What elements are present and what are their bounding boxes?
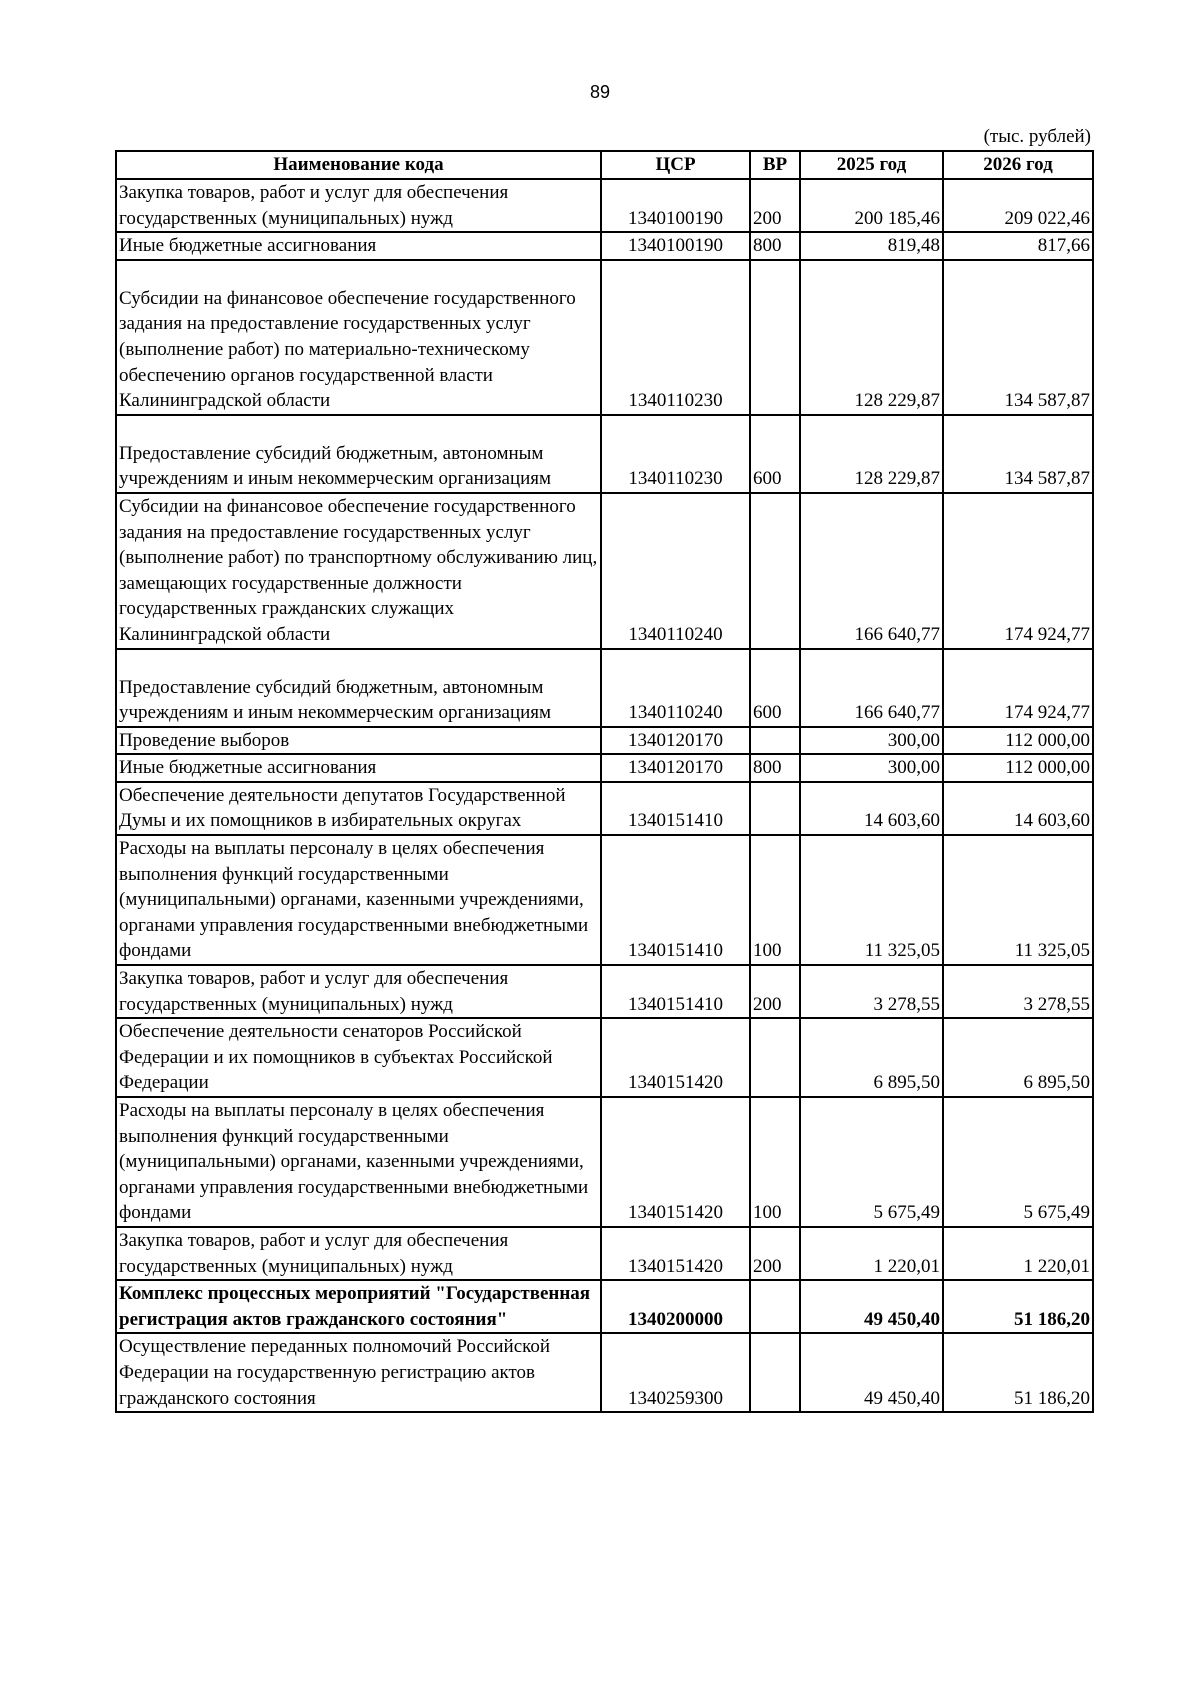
row-vr-cell: 600 (750, 649, 800, 727)
row-vr-cell: 800 (750, 754, 800, 782)
row-2026-cell: 14 603,60 (943, 782, 1093, 835)
table-row (116, 260, 1093, 415)
row-2026-cell: 134 587,87 (943, 415, 1093, 493)
row-name-cell: Предоставление субсидий бюджетным, автономным учреждениям и иным некоммерческим организациям (116, 415, 601, 493)
row-2025-cell: 128 229,87 (800, 260, 943, 415)
table-body (116, 179, 1093, 1412)
row-2026-cell: 112 000,00 (943, 727, 1093, 755)
table-row (116, 727, 1093, 755)
units-label: (тыс. рублей) (983, 126, 1091, 147)
table-header-row (116, 151, 1093, 179)
row-vr-cell: 800 (750, 232, 800, 260)
row-2026-cell: 174 924,77 (943, 649, 1093, 727)
table-row (116, 1097, 1093, 1227)
row-csr-cell: 1340200000 (601, 1280, 750, 1333)
row-2026-cell: 209 022,46 (943, 179, 1093, 232)
row-vr-cell (750, 727, 800, 755)
row-vr-cell: 200 (750, 179, 800, 232)
row-2026-cell: 5 675,49 (943, 1097, 1093, 1227)
row-vr-cell (750, 1280, 800, 1333)
table-row (116, 232, 1093, 260)
table-row (116, 782, 1093, 835)
row-2025-cell: 3 278,55 (800, 965, 943, 1018)
row-name-cell: Комплекс процессных мероприятий "Государственная регистрация актов гражданского состояния" (116, 1280, 601, 1333)
row-vr-cell (750, 1018, 800, 1097)
budget-table (115, 150, 1094, 1413)
row-csr-cell: 1340151420 (601, 1227, 750, 1280)
row-csr-cell: 1340110240 (601, 649, 750, 727)
table-row (116, 835, 1093, 965)
row-csr-cell: 1340259300 (601, 1333, 750, 1412)
row-name-cell: Расходы на выплаты персоналу в целях обеспечения выполнения функций государственными (муниципальными) органами, казенными учреждениями, органами управления государственными внебюджетными фондами (116, 835, 601, 965)
row-2025-cell: 6 895,50 (800, 1018, 943, 1097)
row-2025-cell: 128 229,87 (800, 415, 943, 493)
table-row (116, 1333, 1093, 1412)
row-vr-cell: 100 (750, 835, 800, 965)
table-row (116, 493, 1093, 649)
row-2026-cell: 134 587,87 (943, 260, 1093, 415)
row-name-cell: Проведение выборов (116, 727, 601, 755)
header-csr: ЦСР (601, 151, 750, 179)
row-2025-cell: 200 185,46 (800, 179, 943, 232)
row-2026-cell: 51 186,20 (943, 1280, 1093, 1333)
row-csr-cell: 1340110240 (601, 493, 750, 649)
row-2025-cell: 819,48 (800, 232, 943, 260)
row-csr-cell: 1340100190 (601, 179, 750, 232)
table-row (116, 965, 1093, 1018)
row-2025-cell: 11 325,05 (800, 835, 943, 965)
row-name-cell: Иные бюджетные ассигнования (116, 232, 601, 260)
row-name-cell: Субсидии на финансовое обеспечение государственного задания на предоставление государственных услуг (выполнение работ) по транспортному обслуживанию лиц, замещающих государственные должности государственных гражданских служащих Калининградской области (116, 493, 601, 649)
row-2025-cell: 5 675,49 (800, 1097, 943, 1227)
row-name-cell: Осуществление переданных полномочий Российской Федерации на государственную регистрацию актов гражданского состояния (116, 1333, 601, 1412)
row-vr-cell: 200 (750, 965, 800, 1018)
header-vr: ВР (750, 151, 800, 179)
row-vr-cell (750, 493, 800, 649)
row-2026-cell: 3 278,55 (943, 965, 1093, 1018)
row-name-cell: Закупка товаров, работ и услуг для обеспечения государственных (муниципальных) нужд (116, 179, 601, 232)
row-2025-cell: 166 640,77 (800, 649, 943, 727)
row-csr-cell: 1340151420 (601, 1018, 750, 1097)
row-name-cell: Обеспечение деятельности сенаторов Российской Федерации и их помощников в субъектах Российской Федерации (116, 1018, 601, 1097)
row-2026-cell: 112 000,00 (943, 754, 1093, 782)
row-csr-cell: 1340151420 (601, 1097, 750, 1227)
row-csr-cell: 1340151410 (601, 782, 750, 835)
table-row (116, 1280, 1093, 1333)
row-csr-cell: 1340110230 (601, 415, 750, 493)
header-2025: 2025 год (800, 151, 943, 179)
row-2025-cell: 300,00 (800, 754, 943, 782)
page-number: 89 (589, 82, 611, 102)
table-row (116, 1018, 1093, 1097)
row-2026-cell: 817,66 (943, 232, 1093, 260)
row-2026-cell: 6 895,50 (943, 1018, 1093, 1097)
row-2025-cell: 1 220,01 (800, 1227, 943, 1280)
table-row (116, 179, 1093, 232)
row-csr-cell: 1340110230 (601, 260, 750, 415)
row-vr-cell (750, 260, 800, 415)
row-vr-cell: 200 (750, 1227, 800, 1280)
row-name-cell: Обеспечение деятельности депутатов Государственной Думы и их помощников в избирательных округах (116, 782, 601, 835)
row-2026-cell: 1 220,01 (943, 1227, 1093, 1280)
row-csr-cell: 1340100190 (601, 232, 750, 260)
row-vr-cell: 100 (750, 1097, 800, 1227)
header-2026: 2026 год (943, 151, 1093, 179)
header-name: Наименование кода (116, 151, 601, 179)
row-csr-cell: 1340151410 (601, 965, 750, 1018)
row-2025-cell: 166 640,77 (800, 493, 943, 649)
row-csr-cell: 1340120170 (601, 727, 750, 755)
table-row (116, 415, 1093, 493)
row-csr-cell: 1340151410 (601, 835, 750, 965)
row-name-cell: Предоставление субсидий бюджетным, автономным учреждениям и иным некоммерческим организациям (116, 649, 601, 727)
row-vr-cell: 600 (750, 415, 800, 493)
row-csr-cell: 1340120170 (601, 754, 750, 782)
table-row (116, 754, 1093, 782)
row-name-cell: Иные бюджетные ассигнования (116, 754, 601, 782)
row-name-cell: Расходы на выплаты персоналу в целях обеспечения выполнения функций государственными (муниципальными) органами, казенными учреждениями, органами управления государственными внебюджетными фондами (116, 1097, 601, 1227)
row-2025-cell: 300,00 (800, 727, 943, 755)
table-row (116, 1227, 1093, 1280)
row-vr-cell (750, 1333, 800, 1412)
row-2026-cell: 51 186,20 (943, 1333, 1093, 1412)
row-name-cell: Закупка товаров, работ и услуг для обеспечения государственных (муниципальных) нужд (116, 1227, 601, 1280)
row-vr-cell (750, 782, 800, 835)
row-name-cell: Субсидии на финансовое обеспечение государственного задания на предоставление государственных услуг (выполнение работ) по материально-техническому обеспечению органов государственной власти Калининградской области (116, 260, 601, 415)
row-2025-cell: 14 603,60 (800, 782, 943, 835)
row-2026-cell: 174 924,77 (943, 493, 1093, 649)
row-2026-cell: 11 325,05 (943, 835, 1093, 965)
row-2025-cell: 49 450,40 (800, 1280, 943, 1333)
table-row (116, 649, 1093, 727)
row-name-cell: Закупка товаров, работ и услуг для обеспечения государственных (муниципальных) нужд (116, 965, 601, 1018)
row-2025-cell: 49 450,40 (800, 1333, 943, 1412)
